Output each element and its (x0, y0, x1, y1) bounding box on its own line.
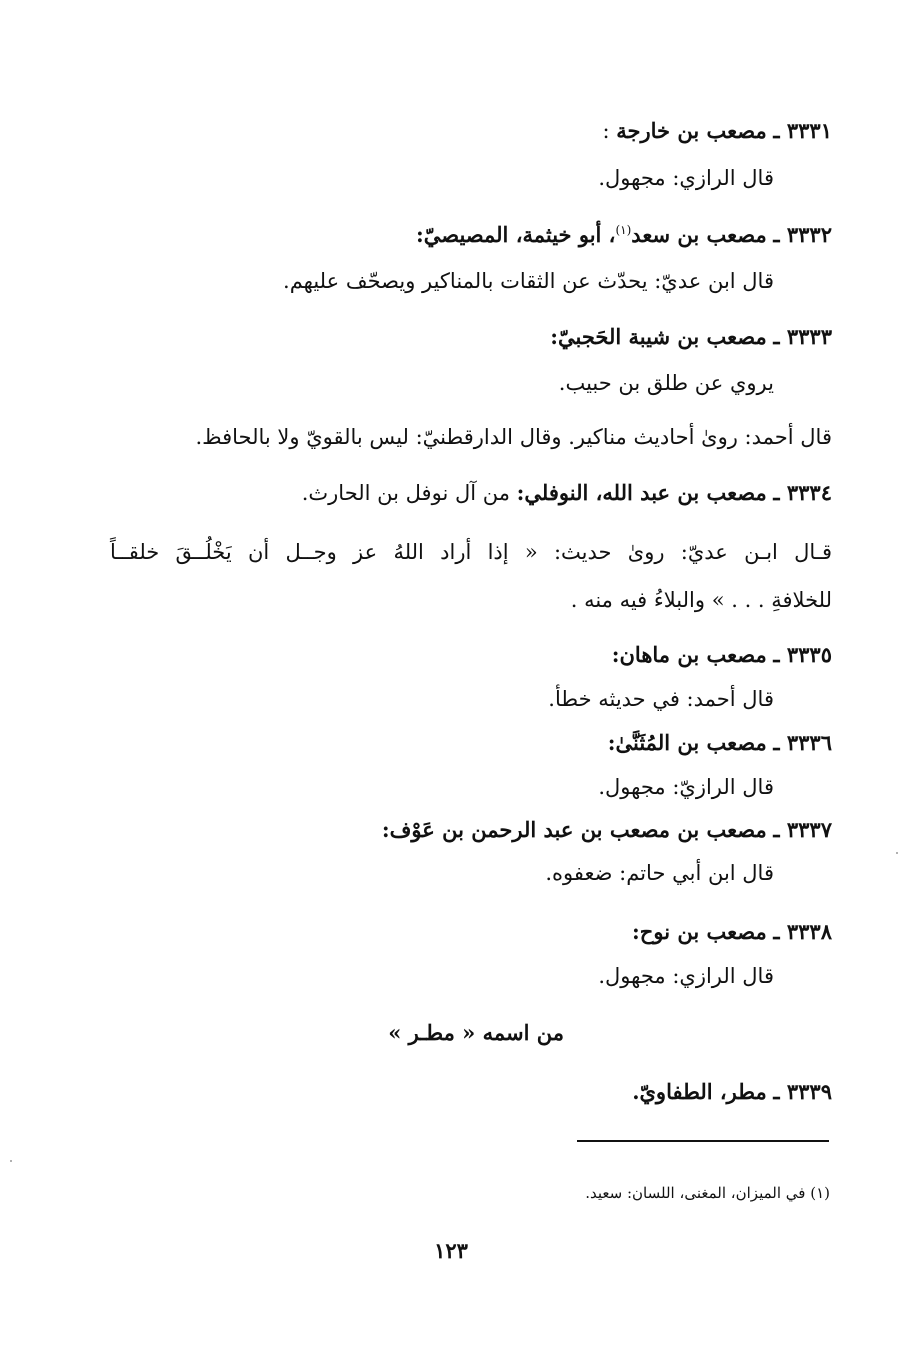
entry-name: مصعب بن المُثَنَّىٰ: (607, 730, 767, 755)
entry-heading (382, 815, 832, 845)
entry-heading (608, 728, 832, 758)
entry-name: مطر، الطفاويّ. (632, 1079, 767, 1104)
entry-heading (632, 1077, 832, 1107)
entry-text: قال أحمد: روىٰ أحاديث مناكير. وقال الدارقطنيّ: ليس بالقويّ ولا بالحافظ. (195, 425, 832, 449)
entry-text: قال الرازي: مجهول. (598, 964, 774, 988)
entry-text: قال الرازيّ: مجهول. (598, 775, 774, 799)
entry-text: قال ابن عديّ: يحدّث عن الثقات بالمناكير ويصحّف عليهم. (283, 269, 774, 293)
footnote-marker: (١) (615, 223, 632, 237)
entry-name: مصعب بن نوح: (632, 919, 767, 944)
entry-heading (603, 116, 832, 146)
page-number: ١٢٣ (434, 1238, 468, 1263)
entry-heading (612, 640, 832, 670)
entry-text: يروي عن طلق بن حبيب. (558, 371, 774, 395)
entry-name: مصعب بن خارجة (616, 118, 767, 143)
entry-tail: ، أبو خيثمة، المصيصيّ: (416, 222, 616, 247)
entry-number: ٣٣٣٨ ـ (773, 919, 832, 944)
entry-number: ٣٣٣٦ ـ (773, 730, 832, 755)
entry-heading (632, 917, 832, 947)
entry-number: ٣٣٣٩ ـ (773, 1079, 832, 1104)
entry-tail: من آل نوفل بن الحارث. (301, 481, 517, 505)
section-heading: من اسمه « مطـر » (388, 1020, 564, 1045)
entry-text: قال ابن أبي حاتم: ضعفوه. (545, 861, 774, 885)
footnote-divider (577, 1140, 829, 1142)
entry-number: ٣٣٣٥ ـ (773, 642, 832, 667)
footnote: (١) في الميزان، المغنى، اللسان: سعيد. (585, 1184, 830, 1202)
entry-number: ٣٣٣٣ ـ (773, 324, 832, 349)
entry-heading (416, 220, 832, 250)
scan-speck (10, 1160, 12, 1162)
entry-heading (302, 478, 832, 508)
entry-number: ٣٣٣١ ـ (773, 118, 832, 143)
entry-name: مصعب بن سعد (631, 222, 767, 247)
entry-heading (550, 322, 832, 352)
entry-tail: : (602, 119, 617, 143)
entry-text: قال الرازي: مجهول. (598, 166, 774, 190)
entry-name: مصعب بن شيبة الحَجبيّ: (550, 324, 767, 349)
entry-text: للخلافةِ . . . » والبلاءُ فيه منه . (570, 588, 832, 612)
entry-text: قـال ابـن عديّ: روىٰ حديث: « إذا أراد اللهُ عز وجــل أن يَخْلُــقَ خلقــاً (110, 540, 832, 564)
entry-text: قال أحمد: في حديثه خطأ. (548, 687, 774, 711)
entry-name: مصعب بن عبد الله، النوفلي: (516, 480, 767, 505)
entry-number: ٣٣٣٢ ـ (773, 222, 832, 247)
scan-speck (896, 852, 898, 854)
entry-number: ٣٣٣٧ ـ (773, 817, 832, 842)
entry-number: ٣٣٣٤ ـ (773, 480, 832, 505)
entry-name: مصعب بن ماهان: (611, 642, 767, 667)
entry-name: مصعب بن مصعب بن عبد الرحمن بن عَوْف: (381, 817, 767, 842)
